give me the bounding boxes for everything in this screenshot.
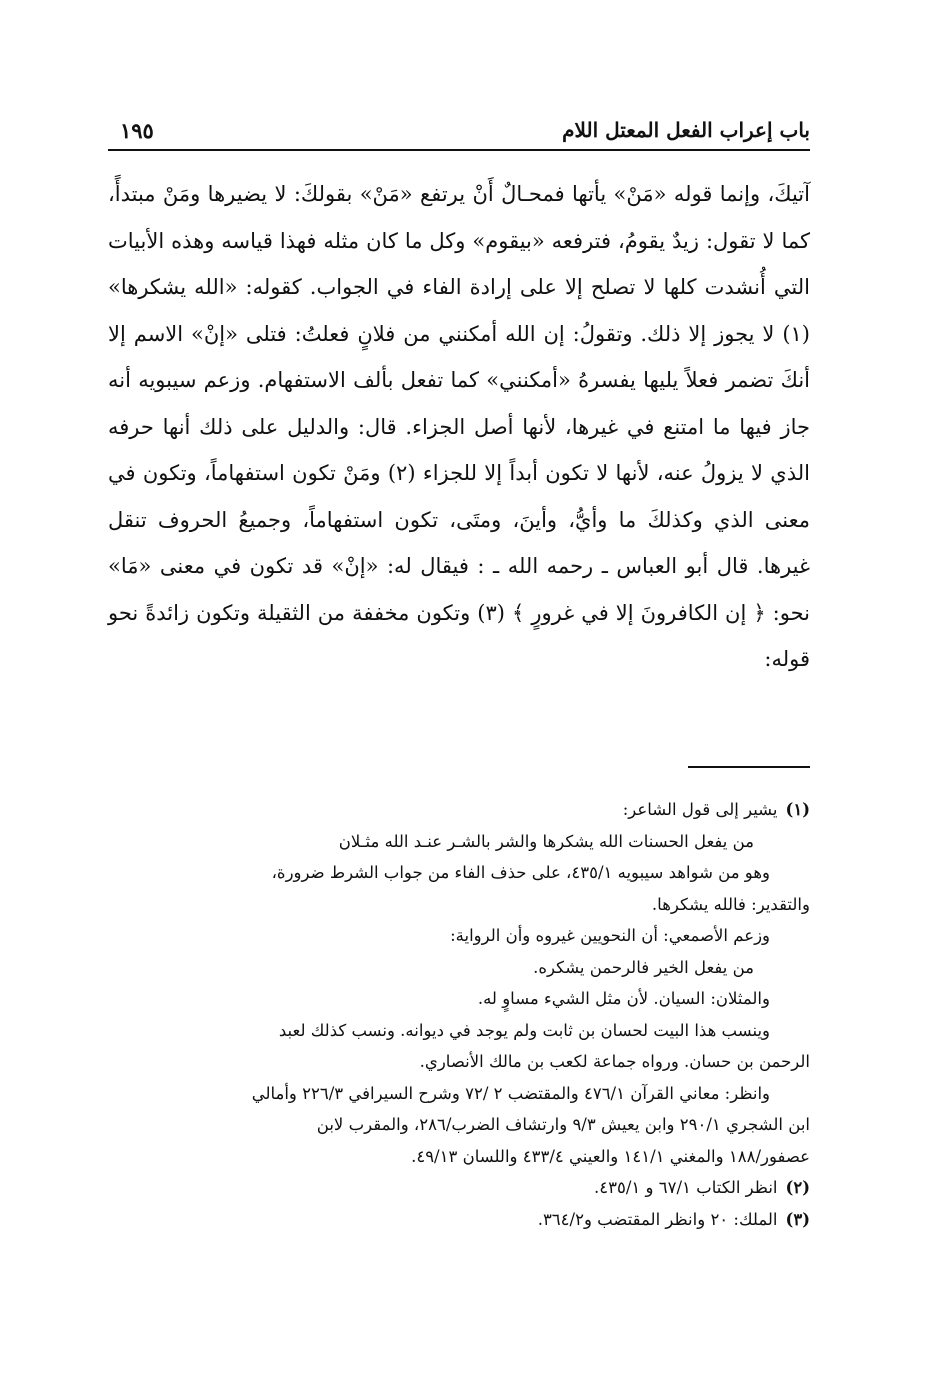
footnote-3 xyxy=(108,1204,810,1236)
footnote-number: (٣) xyxy=(785,1209,810,1229)
main-text: آتيكَ، وإنما قوله «مَنْ» يأتها فمحـالٌ أَنْ يرتفع «مَنْ» بقولكَ: لا يضيرها ومَنْ مبتدأً، كما لا تقول: زيدٌ يقومُ، فترفعه «بيقوم» وكل ما كان مثله فهذا قياسه وهذه الأبيات التي أُنشدت كلها لا تصلح إلا على إرادة الفاء في الجواب. كقوله: «الله يشكرها» (١) لا يجوز إلا ذلك. وتقولُ: إن الله أمكنني من فلانٍ فعلتُ: فتلى «إنْ» الاسم إلا أنكَ تضمر فعلاً يليها يفسرهُ «أمكنني» كما تفعل بألف الاستفهام. وزعم سيبويه أنه جاز فيها ما امتنع في غيرها، لأنها أصل الجزاء. قال: والدليل على ذلك أنها حرفه الذي لا يزولُ عنه، لأنها لا تكون أبداً إلا للجزاء (٢) ومَنْ تكون استفهاماً، وتكون في معنى الذي وكذلكَ ما وأيُّ، وأينَ، ومتَى، تكون استفهاماً، وجميعُ الحروف تنقل غيرها. قال أبو العباس ـ رحمه الله ـ : فيقال له: «إنْ» قد تكون في معنى «مَا» نحو: ﴿ إن الكافرونَ إلا في غرورٍ ﴾ (٣) وتكون مخففة من الثقيلة وتكون زائدةً نحو قوله: xyxy=(108,182,810,671)
page-number: ١٩٥ xyxy=(120,118,154,143)
footnotes xyxy=(108,794,810,1235)
running-title: باب إعراب الفعل المعتل اللام xyxy=(562,118,810,142)
footnote-line: وينسب هذا البيت لحسان بن ثابت ولم يوجد في ديوانه. ونسب كذلك لعبد xyxy=(278,1020,770,1040)
footnote-line: ابن الشجري ٢٩٠/١ وابن يعيش ٩/٣ وارتشاف الضرب/٢٨٦، والمقرب لابن xyxy=(316,1115,810,1134)
poem-verse: من يفعل الحسنات الله يشكرها والشر بالشـر عنـد الله مثـلان xyxy=(338,831,754,851)
footnote-line: وزعم الأصمعي: أن النحويين غيروه وأن الرواية: xyxy=(450,926,770,945)
footnote-2 xyxy=(108,1172,810,1204)
page-header xyxy=(108,112,810,150)
footnote-line: وهو من شواهد سيبويه ٤٣٥/١، على حذف الفاء من جواب الشرط ضرورة، xyxy=(271,863,770,882)
footnote-line: والتقدير: فالله يشكرها. xyxy=(651,894,810,914)
poem-verse: من يفعل الخير فالرحمن يشكره. xyxy=(533,957,754,977)
footnote-text: الملك: ٢٠ وانظر المقتضب و٣٦٤/٢. xyxy=(537,1209,778,1229)
footnote-text: يشير إلى قول الشاعر: xyxy=(622,800,778,819)
footnote-text: انظر الكتاب ٦٧/١ و ٤٣٥/١. xyxy=(594,1178,778,1197)
footnote-1 xyxy=(108,794,810,826)
footnote-number: (٢) xyxy=(785,1178,810,1197)
header-rule xyxy=(108,149,810,151)
footnote-line: الرحمن بن حسان. ورواه جماعة لكعب بن مالك الأنصاري. xyxy=(419,1052,810,1071)
footnote-separator xyxy=(688,766,810,768)
footnote-number: (١) xyxy=(785,800,810,819)
footnote-line: وانظر: معاني القرآن ٤٧٦/١ والمقتضب ٢ /٧٢ وشرح السيرافي ٢٢٦/٣ وأمالي xyxy=(251,1083,770,1103)
footnote-line: والمثلان: السيان. لأن مثل الشيء مساوٍ له. xyxy=(477,989,770,1008)
footnote-line: عصفور/١٨٨ والمغني ١٤١/١ والعيني ٤٣٣/٤ واللسان ٤٩/١٣. xyxy=(411,1146,810,1166)
